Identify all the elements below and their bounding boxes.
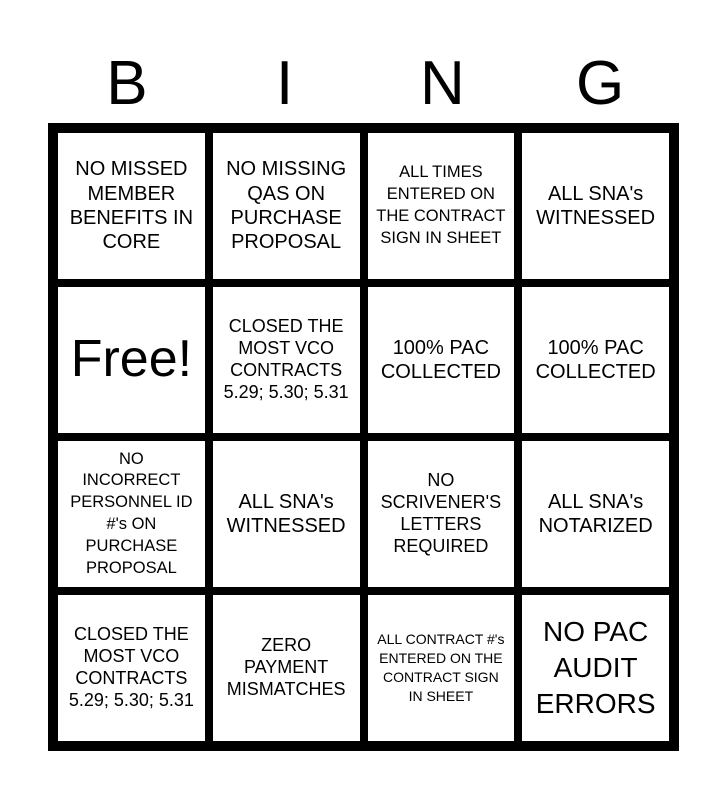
bingo-cell[interactable] (364, 129, 519, 283)
bingo-cell[interactable] (518, 437, 673, 591)
bingo-cell-free[interactable] (54, 283, 209, 437)
cell-text: CLOSED THE MOST VCO CONTRACTS 5.29; 5.30; 5.31 (223, 316, 349, 402)
bingo-header (48, 48, 679, 120)
cell-text: CLOSED THE MOST VCO CONTRACTS 5.29; 5.30; 5.31 (68, 624, 194, 710)
bingo-cell[interactable] (518, 129, 673, 283)
bingo-cell[interactable] (209, 591, 364, 745)
bingo-cell[interactable] (364, 437, 519, 591)
free-space-text: Free! (70, 330, 193, 389)
header-letter-n: N (419, 49, 465, 118)
cell-text: 100% PAC COLLECTED (380, 336, 501, 383)
bingo-cell[interactable] (209, 437, 364, 591)
bingo-board (48, 123, 679, 751)
bingo-cell[interactable] (209, 283, 364, 437)
cell-text: ALL SNA's NOTARIZED (538, 490, 653, 537)
cell-text: ALL SNA's WITNESSED (536, 182, 656, 229)
bingo-cell[interactable] (518, 591, 673, 745)
header-letter-i: I (276, 49, 294, 118)
bingo-cell[interactable] (54, 437, 209, 591)
bingo-cell[interactable] (364, 591, 519, 745)
bingo-cell[interactable] (209, 129, 364, 283)
cell-text: ZERO PAYMENT MISMATCHES (226, 635, 346, 699)
bingo-cell[interactable] (54, 591, 209, 745)
header-letter-g: G (576, 49, 625, 118)
header-letter-b: B (106, 49, 148, 118)
cell-text: ALL SNA's WITNESSED (226, 490, 346, 537)
cell-text: NO PAC AUDIT ERRORS (535, 616, 656, 719)
cell-text: NO INCORRECT PERSONNEL ID #'s ON PURCHASE PROPOSAL (70, 449, 193, 577)
bingo-cell[interactable] (54, 129, 209, 283)
cell-text: ALL CONTRACT #'s ENTERED ON THE CONTRACT SIGN IN SHEET (377, 631, 505, 704)
cell-text: NO MISSING QAS ON PURCHASE PROPOSAL (226, 158, 347, 254)
bingo-cell[interactable] (364, 283, 519, 437)
cell-text: NO MISSED MEMBER BENEFITS IN CORE (69, 158, 194, 254)
cell-text: 100% PAC COLLECTED (535, 336, 656, 383)
bingo-cell[interactable] (518, 283, 673, 437)
cell-text: NO SCRIVENER'S LETTERS REQUIRED (380, 470, 502, 556)
cell-text: ALL TIMES ENTERED ON THE CONTRACT SIGN IN SHEET (376, 163, 506, 247)
